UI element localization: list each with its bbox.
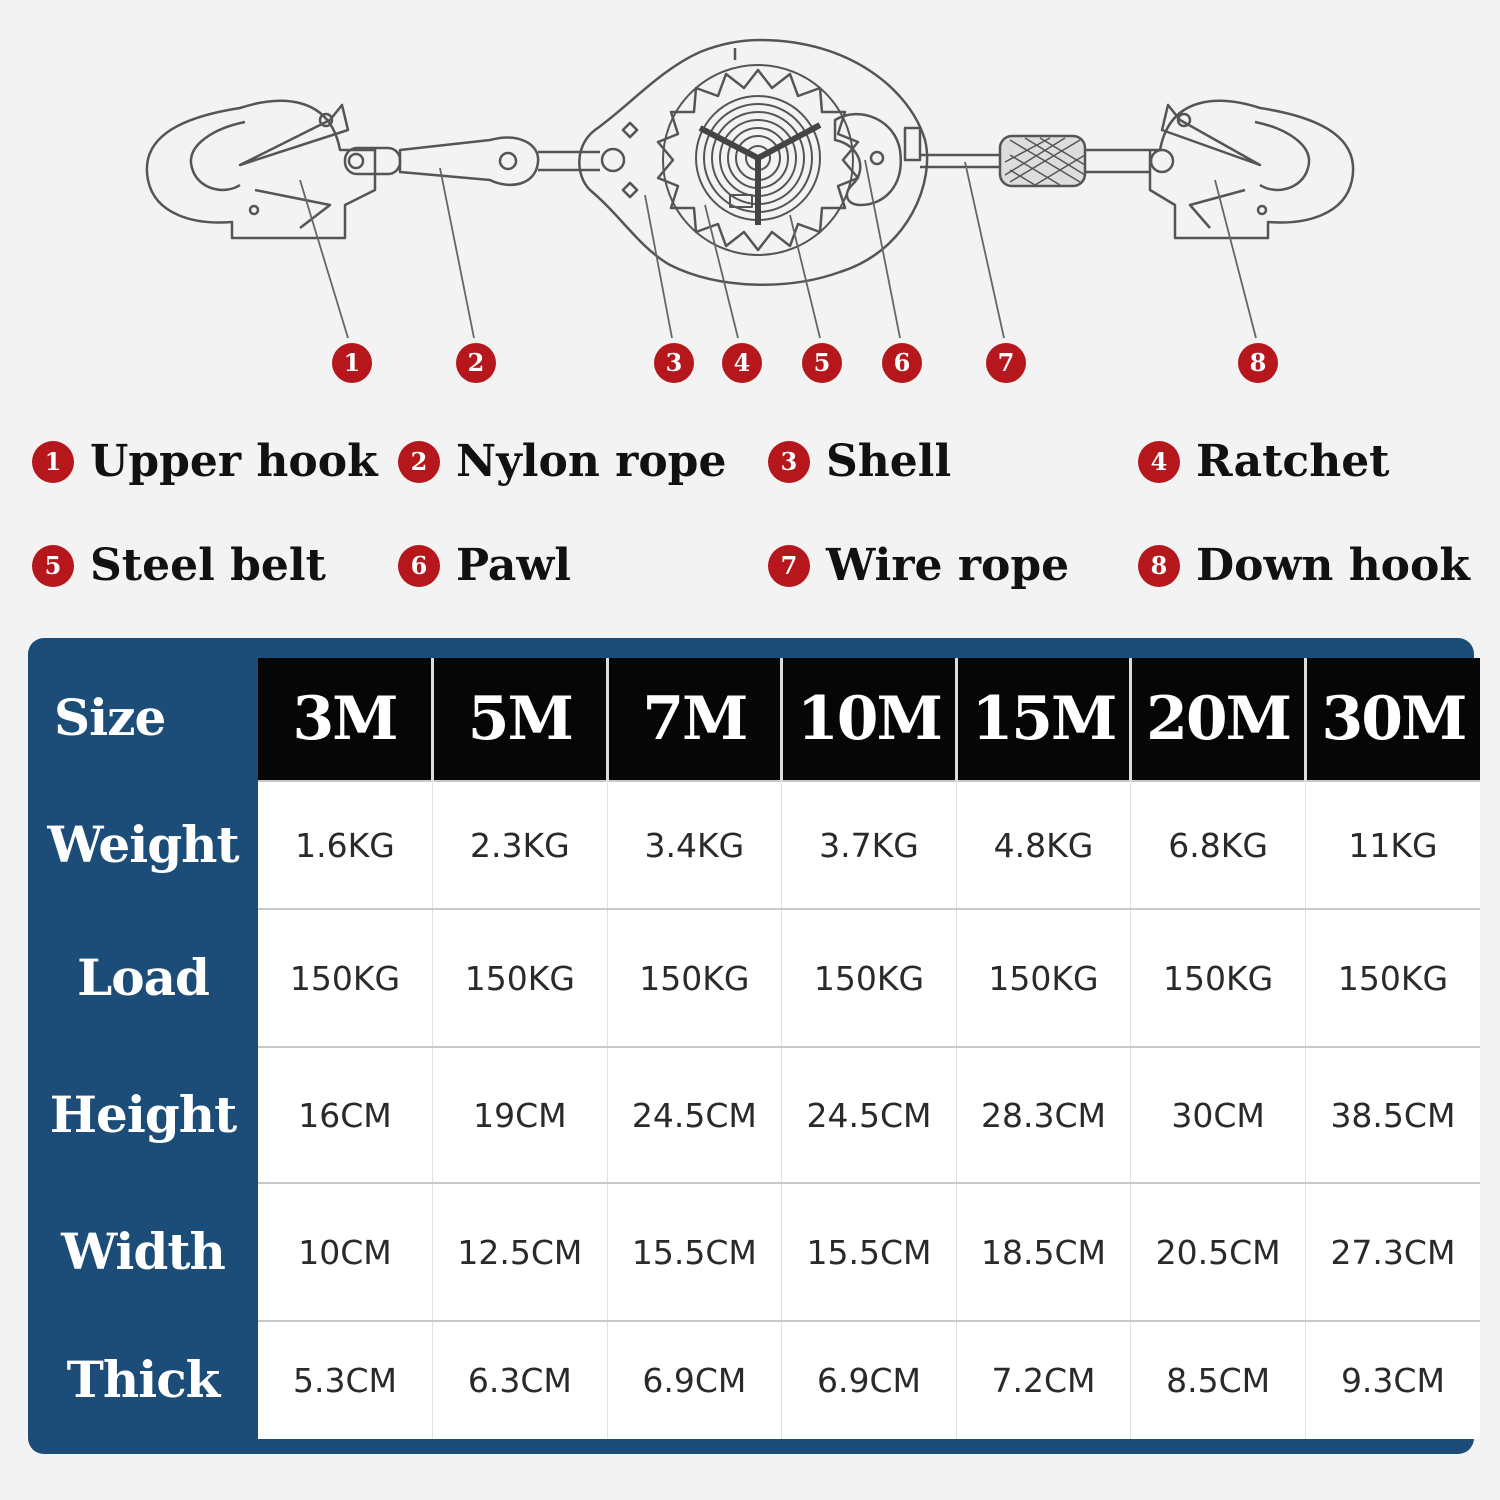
- leader-lines: [300, 160, 1256, 338]
- table-cell: 150KG: [1131, 909, 1306, 1047]
- table-cell: 18.5CM: [956, 1183, 1131, 1321]
- size-header-cell: 5M: [433, 658, 608, 781]
- table-cell: 150KG: [433, 909, 608, 1047]
- table-cell: 24.5CM: [782, 1047, 957, 1183]
- table-cell: 12.5CM: [433, 1183, 608, 1321]
- table-row-weight: [258, 781, 1480, 909]
- callout-3: [654, 343, 694, 383]
- svg-text:3: 3: [665, 348, 683, 377]
- table-cell: 2.3KG: [433, 781, 608, 909]
- callout-1: [332, 343, 372, 383]
- down-hook-drawing: [1150, 101, 1353, 238]
- table-cell: 6.8KG: [1131, 781, 1306, 909]
- callout-2: [456, 343, 496, 383]
- table-cell: 4.8KG: [956, 781, 1131, 909]
- table-cell: 150KG: [956, 909, 1131, 1047]
- table-cell: 150KG: [258, 909, 433, 1047]
- legend-badge: 2: [398, 441, 440, 483]
- parts-legend: [0, 410, 1500, 620]
- svg-text:1: 1: [343, 348, 361, 377]
- table-row-width: [258, 1183, 1480, 1321]
- table-cell: 16CM: [258, 1047, 433, 1183]
- table-cell: 6.9CM: [782, 1321, 957, 1439]
- size-header-cell: 30M: [1305, 658, 1480, 781]
- legend-badge: 7: [768, 545, 810, 587]
- row-label-size: Size: [54, 688, 166, 747]
- legend-label: Ratchet: [1196, 436, 1390, 487]
- row-label-weight: Weight: [47, 814, 239, 874]
- legend-badge: 8: [1138, 545, 1180, 587]
- legend-item-pawl: [398, 540, 571, 591]
- legend-label: Pawl: [456, 540, 572, 591]
- legend-item-nylon-rope: [398, 436, 726, 487]
- legend-item-steel-belt: [32, 540, 326, 591]
- legend-label: Upper hook: [90, 436, 378, 487]
- legend-label: Shell: [826, 436, 952, 487]
- table-cell: 27.3CM: [1305, 1183, 1480, 1321]
- table-row-height: [258, 1047, 1480, 1183]
- table-cell: 15.5CM: [607, 1183, 782, 1321]
- table-cell: 24.5CM: [607, 1047, 782, 1183]
- legend-item-down-hook: [1138, 540, 1470, 591]
- legend-label: Wire rope: [826, 540, 1070, 591]
- nylon-rope-drawing: [345, 138, 600, 185]
- callout-markers: [332, 343, 1278, 383]
- table-cell: 150KG: [1305, 909, 1480, 1047]
- svg-text:4: 4: [733, 348, 751, 377]
- legend-label: Nylon rope: [456, 436, 727, 487]
- steel-belt-drawing: [696, 96, 820, 225]
- legend-item-ratchet: [1138, 436, 1390, 487]
- table-cell: 10CM: [258, 1183, 433, 1321]
- size-header-cell: 7M: [607, 658, 782, 781]
- legend-badge: 5: [32, 545, 74, 587]
- callout-8: [1238, 343, 1278, 383]
- table-cell: 30CM: [1131, 1047, 1306, 1183]
- svg-text:8: 8: [1249, 348, 1267, 377]
- legend-label: Steel belt: [90, 540, 326, 591]
- upper-hook-drawing: [147, 101, 375, 238]
- table-cell: 1.6KG: [258, 781, 433, 909]
- table-row-thick: [258, 1321, 1480, 1439]
- table-cell: 20.5CM: [1131, 1183, 1306, 1321]
- callout-4: [722, 343, 762, 383]
- table-cell: 6.3CM: [433, 1321, 608, 1439]
- table-cell: 11KG: [1305, 781, 1480, 909]
- table-cell: 7.2CM: [956, 1321, 1131, 1439]
- callout-5: [802, 343, 842, 383]
- row-label-width: Width: [61, 1221, 225, 1281]
- table-row-load: [258, 909, 1480, 1047]
- table-cell: 15.5CM: [782, 1183, 957, 1321]
- fall-arrester-diagram: [0, 0, 1500, 400]
- svg-text:7: 7: [997, 348, 1015, 377]
- row-label-load: Load: [77, 947, 209, 1007]
- table-cell: 38.5CM: [1305, 1047, 1480, 1183]
- table-cell: 3.4KG: [607, 781, 782, 909]
- svg-text:2: 2: [467, 348, 485, 377]
- legend-item-wire-rope: [768, 540, 1069, 591]
- legend-badge: 3: [768, 441, 810, 483]
- legend-badge: 4: [1138, 441, 1180, 483]
- row-label-height: Height: [49, 1084, 237, 1144]
- wire-rope-drawing: [920, 136, 1173, 186]
- table-cell: 28.3CM: [956, 1047, 1131, 1183]
- callout-7: [986, 343, 1026, 383]
- size-header-cell: 10M: [782, 658, 957, 781]
- svg-text:5: 5: [813, 348, 831, 377]
- size-header-cell: 20M: [1131, 658, 1306, 781]
- spec-table-panel: [28, 638, 1474, 1454]
- legend-item-shell: [768, 436, 951, 487]
- table-cell: 8.5CM: [1131, 1321, 1306, 1439]
- legend-badge: 6: [398, 545, 440, 587]
- table-cell: 150KG: [607, 909, 782, 1047]
- row-label-thick: Thick: [66, 1349, 220, 1409]
- table-cell: 9.3CM: [1305, 1321, 1480, 1439]
- size-header-cell: 3M: [258, 658, 433, 781]
- table-cell: 6.9CM: [607, 1321, 782, 1439]
- spec-table: [258, 658, 1480, 1439]
- table-cell: 3.7KG: [782, 781, 957, 909]
- callout-6: [882, 343, 922, 383]
- table-cell: 19CM: [433, 1047, 608, 1183]
- size-header-cell: 15M: [956, 658, 1131, 781]
- legend-item-upper-hook: [32, 436, 378, 487]
- legend-label: Down hook: [1196, 540, 1470, 591]
- svg-text:6: 6: [893, 348, 911, 377]
- size-header-row: [258, 658, 1480, 781]
- legend-badge: 1: [32, 441, 74, 483]
- table-cell: 150KG: [782, 909, 957, 1047]
- table-cell: 5.3CM: [258, 1321, 433, 1439]
